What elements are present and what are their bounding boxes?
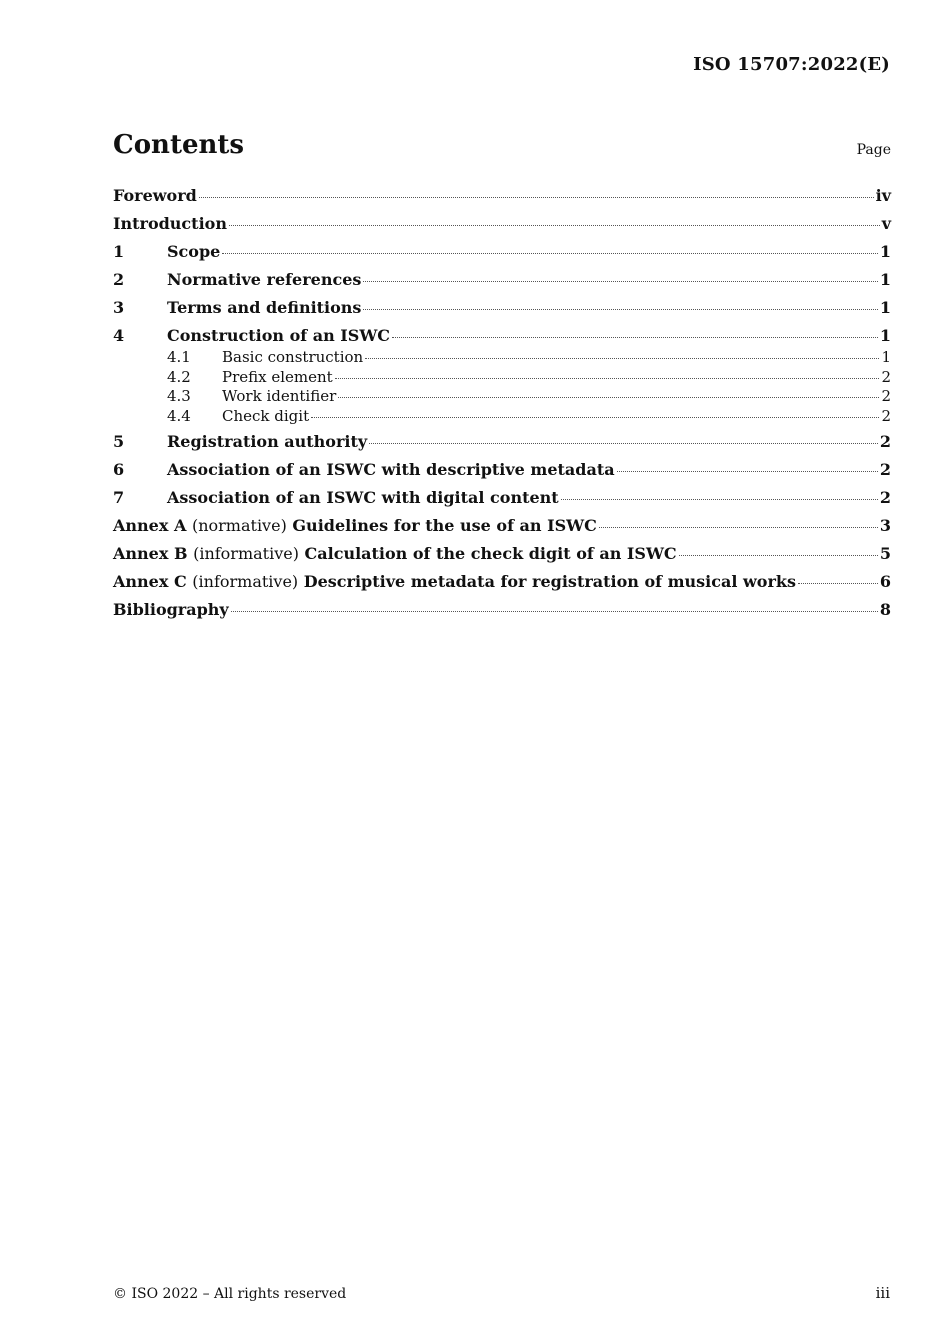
toc-entry-number: 2	[113, 270, 125, 289]
annex-type: (informative)	[192, 572, 299, 591]
document-identifier: ISO 15707:2022(E)	[693, 54, 890, 75]
toc-entry-page: 2	[879, 460, 891, 479]
toc-entry-number: 1	[113, 242, 125, 261]
toc-entry-page: 8	[879, 600, 891, 619]
toc-entry-digital-content[interactable]	[113, 486, 891, 510]
footer-page-number: iii	[875, 1284, 890, 1302]
toc-leader-dots	[365, 358, 879, 359]
toc-leader-dots	[311, 417, 879, 418]
annex-title: Guidelines for the use of an ISWC	[292, 516, 597, 535]
toc-leader-dots	[338, 397, 879, 398]
toc-entry-title: Association of an ISWC with descriptive metadata	[167, 460, 615, 479]
toc-entry-title: Introduction	[113, 214, 227, 233]
footer-copyright: © ISO 2022 – All rights reserved	[113, 1286, 347, 1302]
toc-entry-number: 5	[113, 432, 125, 451]
toc-annex-heading	[113, 542, 677, 566]
toc-entry-title: Normative references	[167, 270, 362, 289]
toc-entry-terms-and-definitions[interactable]	[113, 296, 891, 320]
toc-leader-dots	[369, 443, 878, 444]
toc-entry-foreword[interactable]	[113, 184, 891, 208]
toc-entry-title: Check digit	[222, 406, 310, 425]
annex-title: Calculation of the check digit of an ISWC	[304, 544, 677, 563]
toc-entry-number: 4.3	[167, 387, 191, 405]
toc-entry-registration-authority[interactable]	[113, 430, 891, 454]
toc-entry-title: Terms and definitions	[167, 298, 362, 317]
toc-entry-work-identifier[interactable]	[113, 387, 891, 407]
toc-entry-normative-references[interactable]	[113, 268, 891, 292]
toc-entry-page: 1	[879, 242, 891, 261]
annex-title: Descriptive metadata for registration of musical works	[303, 572, 796, 591]
toc-leader-dots	[392, 337, 878, 338]
annex-type: (normative)	[191, 516, 287, 535]
toc-entry-page: 1	[879, 270, 891, 289]
toc-leader-dots	[599, 527, 878, 528]
toc-entry-introduction[interactable]	[113, 212, 891, 236]
annex-label: Annex C	[113, 572, 187, 591]
toc-entry-page: 3	[879, 516, 891, 535]
toc-leader-dots	[561, 499, 878, 500]
toc-annex-heading	[113, 514, 597, 538]
toc-entry-page: v	[881, 214, 891, 233]
toc-entry-annex-a[interactable]	[113, 514, 891, 538]
toc-entry-number: 4.2	[167, 367, 191, 386]
toc-entry-construction[interactable]	[113, 324, 891, 348]
toc-entry-number: 4.1	[167, 348, 191, 366]
toc-entry-title: Scope	[167, 242, 221, 261]
toc-leader-dots	[363, 281, 877, 282]
toc-entry-page: 6	[879, 572, 891, 591]
toc-entry-title: Basic construction	[222, 348, 364, 366]
toc-entry-check-digit[interactable]	[113, 407, 891, 427]
toc-entry-annex-b[interactable]	[113, 542, 891, 566]
toc-entry-page: 2	[879, 488, 891, 507]
toc-entry-scope[interactable]	[113, 240, 891, 264]
toc-leader-dots	[229, 225, 880, 226]
table-of-contents	[113, 184, 891, 622]
toc-entry-page: 2	[881, 406, 891, 425]
annex-type: (informative)	[193, 544, 299, 563]
toc-entry-page: 1	[879, 298, 891, 317]
toc-entry-number: 4	[113, 326, 125, 345]
toc-entry-number: 6	[113, 460, 125, 479]
toc-entry-page: 1	[879, 326, 891, 345]
toc-entry-title: Prefix element	[222, 367, 333, 386]
annex-label: Annex A	[113, 516, 187, 535]
toc-entry-number: 4.4	[167, 406, 191, 425]
toc-entry-title: Work identifier	[222, 387, 337, 405]
toc-entry-number: 7	[113, 488, 125, 507]
toc-leader-dots	[335, 378, 880, 379]
toc-leader-dots	[798, 583, 878, 584]
toc-header	[113, 130, 891, 164]
toc-leader-dots	[679, 555, 878, 556]
toc-entry-page: 5	[879, 544, 891, 563]
toc-entry-title: Construction of an ISWC	[167, 326, 391, 345]
toc-leader-dots	[617, 471, 878, 472]
toc-entry-basic-construction[interactable]	[113, 348, 891, 368]
annex-label: Annex B	[113, 544, 188, 563]
page-column-label: Page	[856, 142, 891, 158]
toc-entry-page: 2	[881, 367, 891, 386]
toc-leader-dots	[222, 253, 878, 254]
toc-entry-title: Foreword	[113, 186, 197, 205]
toc-leader-dots	[199, 197, 874, 198]
toc-title: Contents	[113, 130, 245, 160]
toc-entry-title: Association of an ISWC with digital content	[167, 488, 559, 507]
toc-entry-title: Registration authority	[167, 432, 368, 451]
toc-annex-heading	[113, 570, 796, 594]
toc-leader-dots	[363, 309, 877, 310]
toc-entry-prefix-element[interactable]	[113, 368, 891, 388]
toc-entry-bibliography[interactable]	[113, 598, 891, 622]
toc-entry-title: Bibliography	[113, 600, 229, 619]
toc-entry-descriptive-metadata[interactable]	[113, 458, 891, 482]
toc-entry-page: iv	[875, 186, 891, 205]
toc-entry-number: 3	[113, 298, 125, 317]
toc-entry-page: 2	[881, 387, 891, 405]
toc-leader-dots	[231, 611, 878, 612]
toc-entry-page: 2	[879, 432, 891, 451]
toc-entry-page: 1	[881, 348, 891, 366]
toc-entry-annex-c[interactable]	[113, 570, 891, 594]
